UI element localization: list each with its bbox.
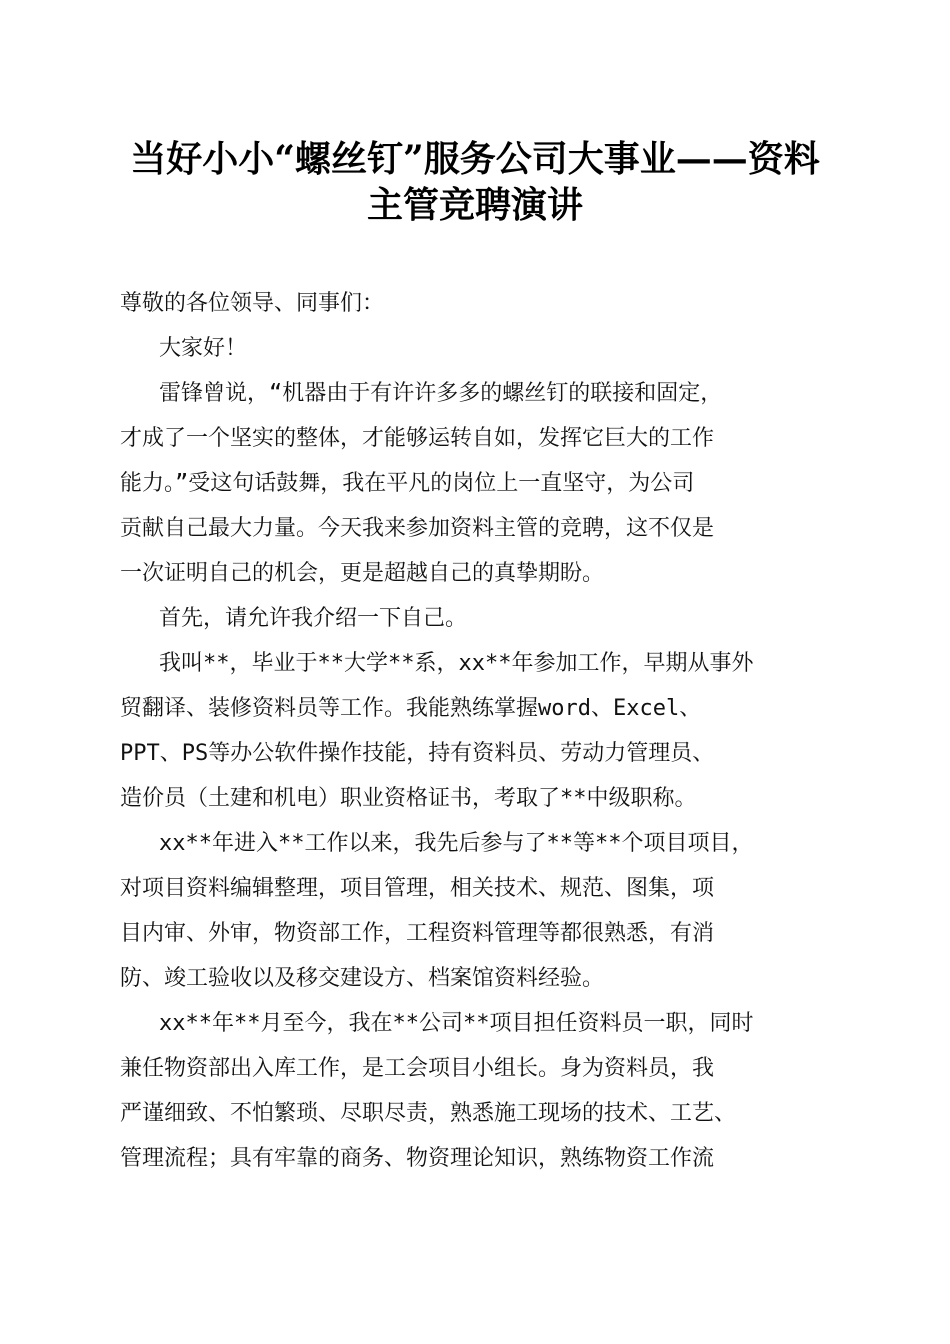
paragraph-line: 严谨细致、不怕繁琐、尽职尽责，熟悉施工现场的技术、工艺、 (120, 1101, 737, 1126)
paragraph-background (120, 641, 840, 821)
paragraph-line: 贡献自己最大力量。今天我来参加资料主管的竞聘，这不仅是 (120, 516, 715, 541)
title-line: 当好小小“螺丝钉”服务公司大事业——资料 (130, 138, 820, 180)
document-title (100, 136, 850, 228)
paragraph-current-role (120, 1001, 840, 1181)
paragraph-line: 贸翻译、装修资料员等工作。我能熟练掌握word、Excel、 (120, 696, 702, 721)
paragraph-line: xx**年**月至今，我在**公司**项目担任资料员一职，同时 (159, 1011, 754, 1036)
paragraph-line: PPT、PS等办公软件操作技能，持有资料员、劳动力管理员、 (120, 741, 715, 766)
paragraph-line: 我叫**，毕业于**大学**系，xx**年参加工作，早期从事外 (159, 651, 754, 676)
paragraph-line: 兼任物资部出入库工作，是工会项目小组长。身为资料员，我 (120, 1056, 715, 1081)
paragraph-line: 管理流程；具有牢靠的商务、物资理论知识，熟练物资工作流 (120, 1146, 715, 1171)
paragraph-line: xx**年进入**工作以来，我先后参与了**等**个项目项目， (159, 831, 754, 856)
paragraph-line: 雷锋曾说，“机器由于有许许多多的螺丝钉的联接和固定， (159, 381, 723, 406)
salutation (120, 281, 840, 326)
paragraph-line: 造价员（土建和机电）职业资格证书，考取了**中级职称。 (120, 786, 697, 811)
salutation-text: 尊敬的各位领导、同事们： (120, 291, 385, 316)
paragraph-quote (120, 371, 840, 596)
document-body (120, 281, 840, 1181)
paragraph-line: 防、竣工验收以及移交建设方、档案馆资料经验。 (120, 966, 605, 991)
paragraph-line: 对项目资料编辑整理，项目管理，相关技术、规范、图集，项 (120, 876, 715, 901)
paragraph-line: 能力。”受这句话鼓舞，我在平凡的岗位上一直坚守，为公司 (120, 471, 695, 496)
paragraph-line: 大家好！ (159, 336, 248, 361)
paragraph-line: 目内审、外审，物资部工作，工程资料管理等都很熟悉，有消 (120, 921, 715, 946)
paragraph-greeting (120, 326, 840, 371)
paragraph-experience (120, 821, 840, 1001)
title-line: 主管竞聘演讲 (366, 184, 583, 226)
paragraph-line: 一次证明自己的机会，更是超越自己的真挚期盼。 (120, 561, 605, 586)
paragraph-line: 首先，请允许我介绍一下自己。 (159, 606, 468, 631)
paragraph-intro (120, 596, 840, 641)
paragraph-line: 才成了一个坚实的整体，才能够运转自如，发挥它巨大的工作 (120, 426, 715, 451)
